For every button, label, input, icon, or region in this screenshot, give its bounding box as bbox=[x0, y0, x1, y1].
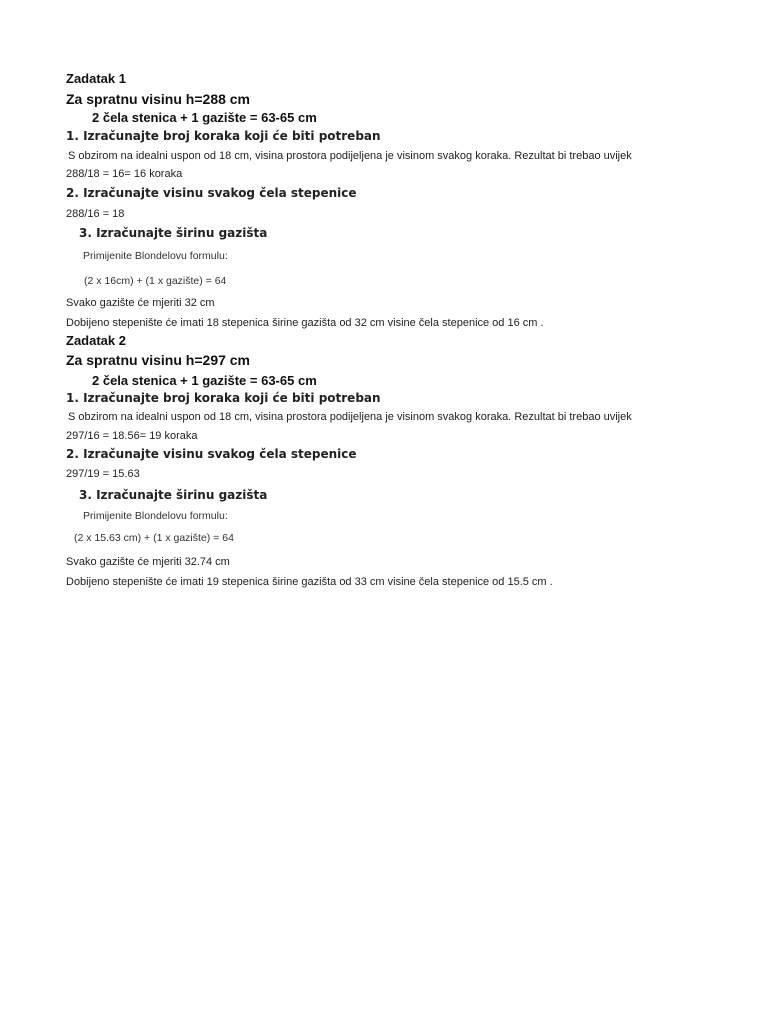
task2-step3-text: Primijenite Blondelovu formulu: bbox=[83, 510, 228, 522]
task2-title: Zadatak 2 bbox=[66, 333, 126, 348]
task2-step1-calc: 297/16 = 18.56= 19 koraka bbox=[66, 430, 198, 442]
task2-summary-line: Dobijeno stepenište će imati 19 stepenica širine gazišta od 33 cm visine čela stepenice od 15.5 cm . bbox=[66, 576, 553, 588]
task1-title: Zadatak 1 bbox=[66, 71, 126, 86]
task1-step3-text: Primijenite Blondelovu formulu: bbox=[83, 250, 228, 262]
task1-step3-heading: 3. Izračunajte širinu gazišta bbox=[79, 226, 268, 240]
task2-step2-heading: 2. Izračunajte visinu svakog čela stepenice bbox=[66, 447, 357, 461]
task2-result-line: Svako gazište će mjeriti 32.74 cm bbox=[66, 556, 230, 568]
task1-result-line: Svako gazište će mjeriti 32 cm bbox=[66, 297, 215, 309]
task1-step3-formula: (2 x 16cm) + (1 x gazište) = 64 bbox=[84, 275, 227, 287]
task1-height-line: Za spratnu visinu h=288 cm bbox=[66, 91, 251, 107]
task2-step3-formula: (2 x 15.63 cm) + (1 x gazište) = 64 bbox=[74, 532, 234, 544]
task2-step3-heading: 3. Izračunajte širinu gazišta bbox=[79, 488, 268, 502]
task2-step2-calc: 297/19 = 15.63 bbox=[66, 468, 140, 480]
task2-height-line: Za spratnu visinu h=297 cm bbox=[66, 352, 251, 368]
task2-step1-text: S obzirom na idealni uspon od 18 cm, visina prostora podijeljena je visinom svakog koraka. Rezultat bi trebao uvijek bbox=[68, 411, 632, 423]
task1-step1-calc: 288/18 = 16= 16 koraka bbox=[66, 168, 183, 180]
task2-rule-line: 2 čela stenica + 1 gazište = 63-65 cm bbox=[92, 373, 317, 388]
task1-summary-line: Dobijeno stepenište će imati 18 stepenica širine gazišta od 32 cm visine čela stepenice od 16 cm . bbox=[66, 317, 544, 329]
task1-step1-heading: 1. Izračunajte broj koraka koji će biti potreban bbox=[66, 129, 381, 143]
task1-rule-line: 2 čela stenica + 1 gazište = 63-65 cm bbox=[92, 110, 317, 125]
task1-step2-heading: 2. Izračunajte visinu svakog čela stepenice bbox=[66, 186, 357, 200]
task2-step1-heading: 1. Izračunajte broj koraka koji će biti potreban bbox=[66, 391, 381, 405]
task1-step2-calc: 288/16 = 18 bbox=[66, 208, 125, 220]
task1-step1-text: S obzirom na idealni uspon od 18 cm, visina prostora podijeljena je visinom svakog koraka. Rezultat bi trebao uvijek bbox=[68, 150, 632, 162]
